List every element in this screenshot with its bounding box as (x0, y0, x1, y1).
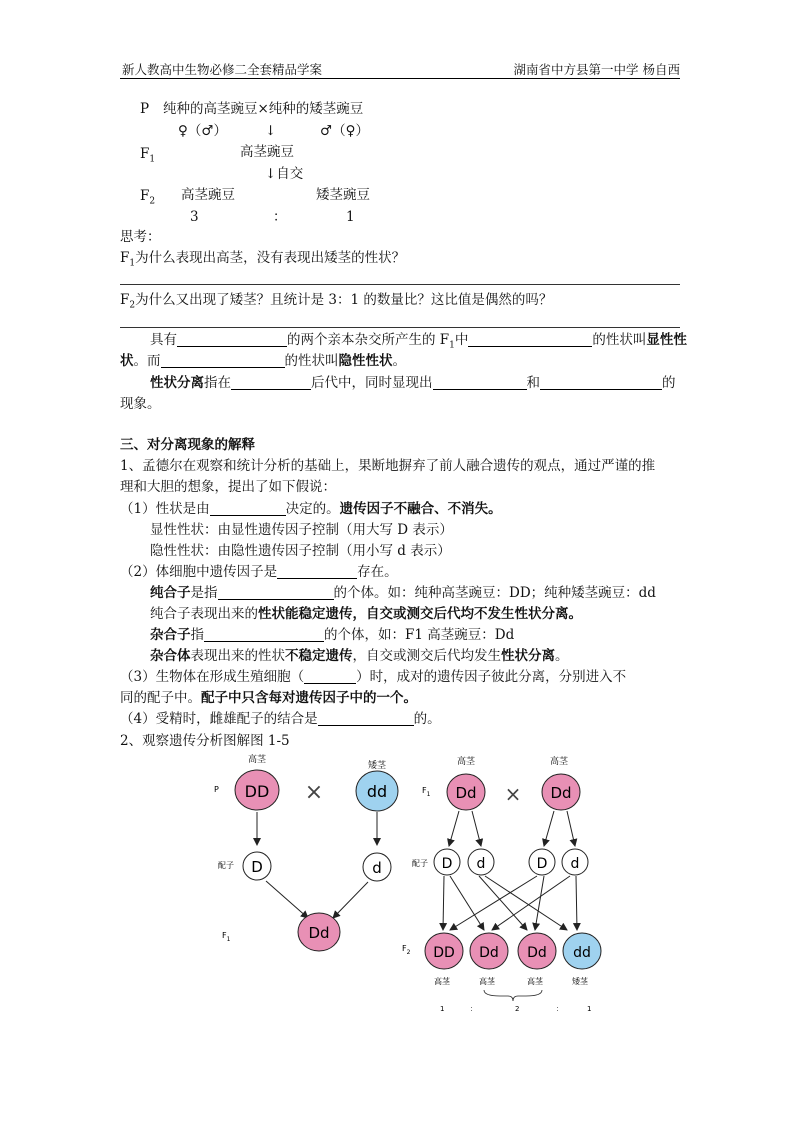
hypothesis-4: （4）受精时，雌雄配子的结合是 的。 (120, 711, 441, 727)
self-cross: ↓自交 (265, 166, 304, 182)
header-left: 新人教高中生物必修二全套精品学案 (122, 62, 323, 77)
blank-2[interactable] (468, 332, 592, 347)
recessive-trait: 隐性性状：由隐性遗传因子控制（用小写 d 表示） (150, 543, 451, 559)
answer-line-1[interactable] (120, 284, 680, 285)
gamete-D-right-1-text: D (441, 856, 453, 872)
genotype-dd-f2: dd (573, 945, 591, 961)
label-f1-left: $F_1$ (222, 931, 231, 943)
definition-end: 现象。 (120, 396, 161, 412)
gamete-D-left-text: D (251, 858, 263, 876)
label-p: P (214, 785, 219, 794)
ratio-3: 3 (190, 209, 199, 225)
gamete-d-left-text: d (372, 859, 382, 877)
label-f2-tall-2: 高茎 (479, 977, 495, 986)
hypothesis-1: （1）性状是由 决定的。遗传因子不融合、不消失。 (120, 501, 502, 517)
header-right: 湖南省中方县第一中学 杨自西 (513, 62, 680, 77)
ratio-1: 1 (346, 209, 355, 225)
heterozygote-def: 杂合子指 的个体，如：F1 高茎豌豆：Dd (150, 627, 515, 643)
thinking-label: 思考： (120, 229, 161, 245)
ratio-f2-2: 2 (515, 1005, 520, 1013)
genotype-DD-f2: DD (433, 945, 455, 961)
f2-label: $F_2$ (140, 188, 156, 207)
p-label: P (140, 101, 150, 117)
hypothesis-2: （2）体细胞中遗传因子是 存在。 (120, 564, 398, 580)
blank-5[interactable] (433, 375, 527, 390)
label-short-left: 矮茎 (368, 761, 387, 771)
answer-line-2[interactable] (120, 327, 680, 328)
blank-1[interactable] (177, 332, 287, 347)
definition-recessive: 状。而 的性状叫隐性性状。 (120, 353, 406, 369)
gamete-D-right-2-text: D (536, 856, 548, 872)
label-f1-right: $F_1$ (422, 786, 431, 798)
homozygote-note: 纯合子表现出来的性状能稳定遗传，自交或测交后代均不发生性状分离。 (150, 606, 582, 622)
genotype-Dd-f1: Dd (308, 924, 330, 942)
homozygote-def: 纯合子是指 的个体。如：纯种高茎豌豆：DD；纯种矮茎豌豆：dd (150, 585, 656, 601)
gamete-d-right-1-text: d (476, 856, 486, 872)
cross-sign-right: × (504, 782, 522, 806)
ratio-f2-3: 1 (587, 1005, 592, 1013)
label-gamete-right: 配子 (412, 859, 428, 868)
label-tall-left: 高茎 (248, 755, 267, 765)
genotype-DD-parent: DD (244, 782, 270, 801)
hypothesis-3: （3）生物体在形成生殖细胞（ ）时，成对的遗传因子彼此分离，分别进入不 (120, 669, 627, 685)
genotype-Dd-f2-1: Dd (479, 945, 499, 961)
f1-text: 高茎豌豆 (240, 144, 294, 160)
genotype-Dd-right-2: Dd (550, 784, 572, 802)
label-f2-tall-1: 高茎 (434, 977, 450, 986)
genotype-Dd-right-1: Dd (455, 784, 477, 802)
f1-label: $F_1$ (140, 146, 156, 165)
label-f2-tall-3: 高茎 (527, 977, 543, 986)
blank-9[interactable] (218, 585, 334, 600)
gamete-d-right-2-text: d (570, 856, 580, 872)
blank-6[interactable] (540, 375, 662, 390)
p-female: ♀（♂） (178, 123, 227, 139)
definition-segregation: 性状分离指在 后代中，同时显现出 和 的 (150, 375, 676, 391)
p-male: ♂（♀） (320, 123, 369, 139)
blank-11[interactable] (304, 669, 356, 684)
f2-short: 矮茎豌豆 (316, 187, 370, 203)
para-2: 2、观察遗传分析图解图 1-5 (120, 733, 290, 749)
ratio-f2-colon-2: ： (556, 1005, 563, 1013)
question-1: $F_1$为什么表现出高茎，没有表现出矮茎的性状？ (120, 250, 406, 269)
ratio-f2-colon-1: ： (470, 1005, 477, 1013)
inheritance-diagram (200, 748, 620, 1020)
genotype-dd-parent: dd (366, 782, 388, 801)
para-1-line-2: 理和大胆的想象，提出了如下假说： (120, 479, 336, 495)
brace (484, 990, 542, 1001)
f2-tall: 高茎豌豆 (181, 187, 235, 203)
heterozygote-note: 杂合体表现出来的性状不稳定遗传，自交或测交后代均发生性状分离。 (150, 648, 569, 664)
label-tall-right-1: 高茎 (457, 757, 476, 767)
label-f2-short: 矮茎 (572, 977, 588, 986)
section-3-title: 三、对分离现象的解释 (120, 437, 255, 453)
header-rule (120, 78, 680, 79)
hypothesis-3-line-2: 同的配子中。配子中只含每对遗传因子中的一个。 (120, 690, 417, 706)
para-1-line-1: 1、孟德尔在观察和统计分析的基础上，果断地摒弃了前人融合遗传的观点，通过严谨的推 (120, 458, 656, 474)
ratio-colon: ： (273, 209, 287, 225)
p-text: 纯种的高茎豌豆×纯种的矮茎豌豆 (163, 101, 364, 117)
blank-7[interactable] (210, 501, 286, 516)
ratio-f2-1: 1 (440, 1005, 445, 1013)
label-f2: $F_2$ (402, 944, 411, 956)
blank-10[interactable] (204, 627, 324, 642)
definition-dominant: 具有 的两个亲本杂交所产生的 $F_1$中 的性状叫显性性 (150, 332, 687, 351)
blank-3[interactable] (161, 353, 285, 368)
label-gamete-left: 配子 (218, 861, 234, 870)
blank-8[interactable] (277, 564, 357, 579)
p-arrow: ↓ (265, 123, 277, 139)
genotype-Dd-f2-2: Dd (527, 945, 547, 961)
question-2: $F_2$为什么又出现了矮茎？且统计是 3：1 的数量比？这比值是偶然的吗？ (120, 292, 553, 311)
label-tall-right-2: 高茎 (550, 757, 569, 767)
blank-12[interactable] (318, 711, 414, 726)
dominant-trait: 显性性状：由显性遗传因子控制（用大写 D 表示） (150, 522, 453, 538)
blank-4[interactable] (231, 375, 311, 390)
cross-sign-left: × (304, 780, 324, 805)
